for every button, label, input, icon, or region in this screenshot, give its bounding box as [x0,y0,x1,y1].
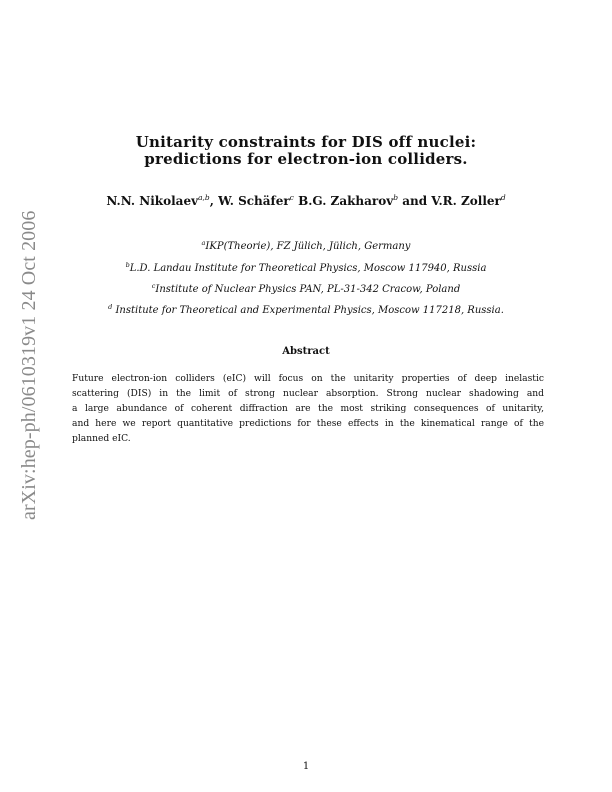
arxiv-stamp-text: arXiv:hep-ph/0610319v1 24 Oct 2006 [18,210,40,520]
affiliation [0,304,612,317]
author-name: N.N. Nikolaev [106,194,199,208]
arxiv-stamp [18,206,40,520]
abstract-line: scattering (DIS) in the limit of strong nuclear absorption. Strong nuclear shadowing and [72,389,544,399]
paper-title-line-2: predictions for electron-ion colliders. [144,150,468,168]
affiliation-mark: b [125,261,130,269]
abstract-body [72,372,544,447]
abstract-heading: Abstract [282,346,330,357]
author-affiliation-mark: a,b [198,193,210,202]
affiliation [0,262,612,275]
affiliation-text: L.D. Landau Institute for Theoretical Physics, Moscow 117940, Russia [129,263,487,274]
author-separator: and [398,194,432,208]
author-name: V.R. Zoller [431,194,501,208]
affiliation-mark: c [151,282,156,290]
author-name: B.G. Zakharov [298,194,394,208]
author-list [0,193,612,209]
affiliation-text: Institute of Nuclear Physics PAN, PL-31-342 Cracow, Poland [155,284,461,295]
author-affiliation-mark: c [289,193,294,202]
affiliation-mark: a [201,239,206,247]
abstract-line: Future electron-ion colliders (eIC) will focus on the unitarity properties of deep inelastic [72,374,544,384]
author-affiliation-mark: b [393,193,399,202]
abstract-line: a large abundance of coherent diffraction are the most striking consequences of unitarity, [72,404,544,414]
abstract-line: and here we report quantitative predictions for these effects in the kinematical range of the [72,419,544,429]
affiliation [0,240,612,253]
author-separator: , [209,194,219,208]
author-affiliation-mark: d [500,193,506,202]
affiliation-text: Institute for Theoretical and Experimental Physics, Moscow 117218, Russia. [112,305,504,316]
paper-title-line-1: Unitarity constraints for DIS off nuclei: [135,133,477,151]
abstract-line: planned eIC. [72,434,131,444]
page-number: 1 [302,761,310,772]
affiliation [0,283,612,296]
affiliation-mark: d [108,303,113,311]
affiliation-text: IKP(Theorie), FZ Jülich, Jülich, Germany [205,241,411,252]
author-name: W. Schäfer [218,194,290,208]
